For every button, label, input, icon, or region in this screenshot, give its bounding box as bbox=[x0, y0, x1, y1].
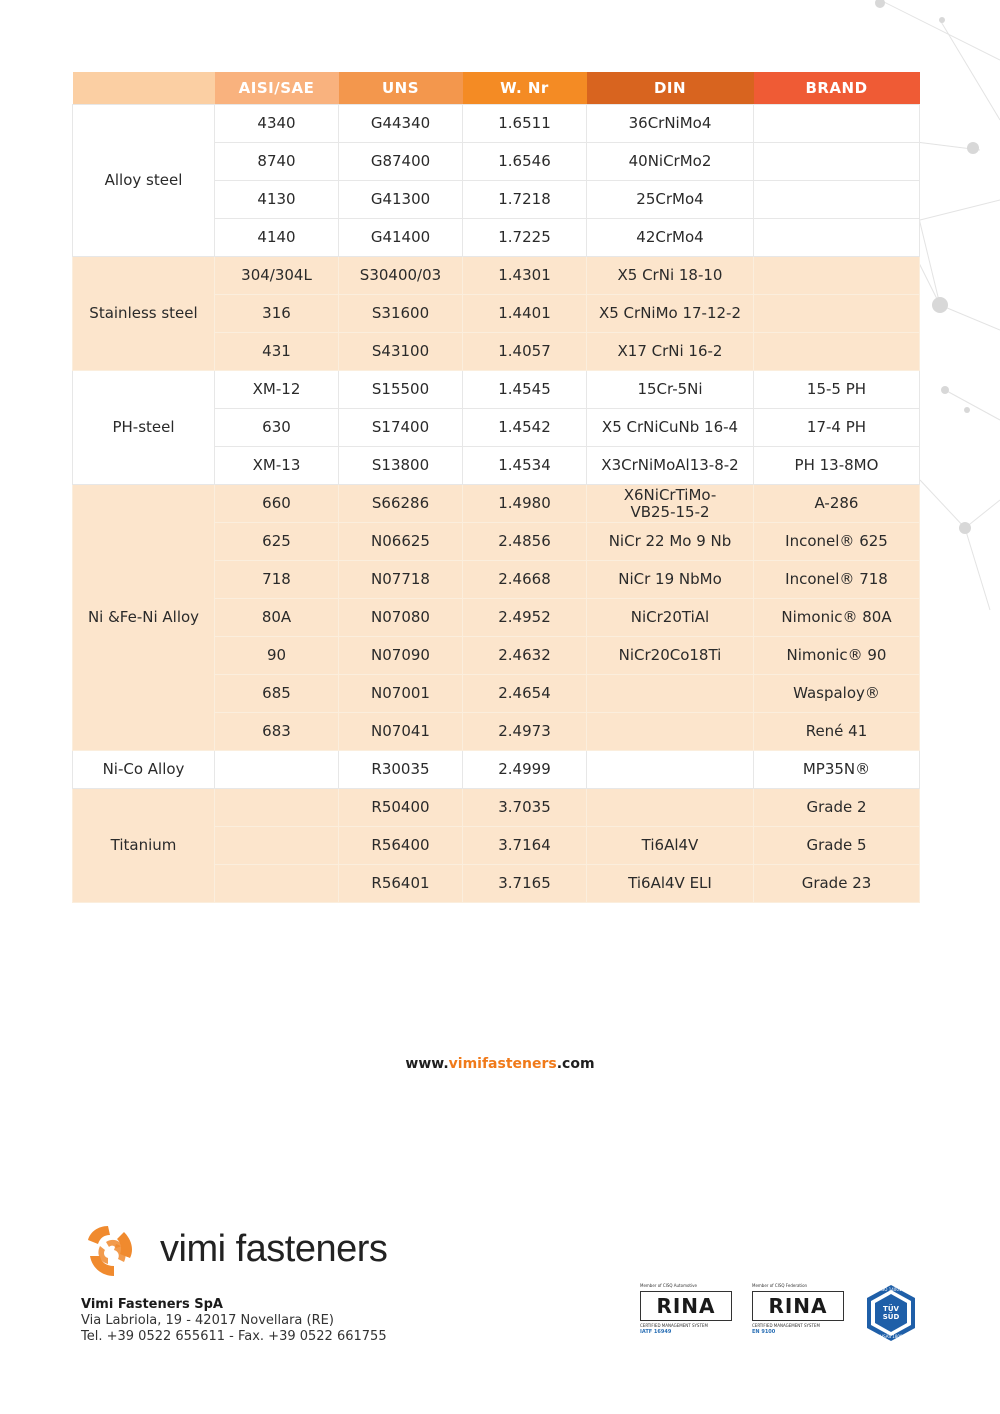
table-row bbox=[73, 751, 920, 789]
cert-top-text: Member of CISQ Automotive bbox=[640, 1283, 697, 1288]
brand-cell: A-286 bbox=[754, 485, 920, 523]
wnr-cell: 3.7164 bbox=[463, 827, 587, 865]
uns-cell: S31600 bbox=[339, 295, 463, 333]
wnr-cell: 3.7035 bbox=[463, 789, 587, 827]
din-cell bbox=[587, 789, 754, 827]
header-wnr: W. Nr bbox=[463, 72, 587, 105]
brand-cell: Nimonic® 80A bbox=[754, 599, 920, 637]
din-cell: NiCr20Co18Ti bbox=[587, 637, 754, 675]
din-cell bbox=[587, 713, 754, 751]
brand-cell: Grade 2 bbox=[754, 789, 920, 827]
uns-cell: G41400 bbox=[339, 219, 463, 257]
aisi-sae-cell bbox=[215, 789, 339, 827]
brand-cell bbox=[754, 181, 920, 219]
din-cell: 36CrNiMo4 bbox=[587, 105, 754, 143]
wnr-cell: 1.4057 bbox=[463, 333, 587, 371]
website-prefix: www. bbox=[405, 1056, 449, 1072]
din-cell: X5 CrNi 18-10 bbox=[587, 257, 754, 295]
wnr-cell: 1.4534 bbox=[463, 447, 587, 485]
aisi-sae-cell: XM-12 bbox=[215, 371, 339, 409]
rina-en9100-badge bbox=[752, 1283, 844, 1343]
aisi-sae-cell: 4340 bbox=[215, 105, 339, 143]
table-body bbox=[73, 105, 920, 903]
wnr-cell: 1.7225 bbox=[463, 219, 587, 257]
cert-mark: RINA bbox=[752, 1291, 844, 1321]
website-suffix: .com bbox=[556, 1056, 595, 1072]
header-category bbox=[73, 72, 215, 105]
cert-standard: EN 9100 bbox=[752, 1329, 776, 1335]
cert-standard: IATF 16949 bbox=[640, 1329, 672, 1335]
uns-cell: S30400/03 bbox=[339, 257, 463, 295]
uns-cell: S66286 bbox=[339, 485, 463, 523]
din-cell: 42CrMo4 bbox=[587, 219, 754, 257]
header-brand: BRAND bbox=[754, 72, 920, 105]
aisi-sae-cell: 90 bbox=[215, 637, 339, 675]
tuv-sud-badge bbox=[862, 1284, 920, 1342]
aisi-sae-cell: 4130 bbox=[215, 181, 339, 219]
din-cell: Ti6Al4V bbox=[587, 827, 754, 865]
uns-cell: R30035 bbox=[339, 751, 463, 789]
company-address: Via Labriola, 19 - 42017 Novellara (RE) bbox=[81, 1313, 334, 1328]
din-cell bbox=[587, 675, 754, 713]
brand-cell: 17-4 PH bbox=[754, 409, 920, 447]
brand-cell bbox=[754, 257, 920, 295]
cert-mark: RINA bbox=[640, 1291, 732, 1321]
tri-swirl-logo-icon bbox=[80, 1222, 140, 1282]
aisi-sae-cell: 625 bbox=[215, 523, 339, 561]
brand-cell: Inconel® 718 bbox=[754, 561, 920, 599]
table-row bbox=[73, 105, 920, 143]
din-cell: X5 CrNiMo 17-12-2 bbox=[587, 295, 754, 333]
brand-cell bbox=[754, 333, 920, 371]
cert-top-text: Member of CISQ Federation bbox=[752, 1283, 808, 1288]
wnr-cell: 1.4545 bbox=[463, 371, 587, 409]
website-domain: vimifasteners bbox=[448, 1056, 557, 1072]
uns-cell: R50400 bbox=[339, 789, 463, 827]
aisi-sae-cell: 304/304L bbox=[215, 257, 339, 295]
uns-cell: G41300 bbox=[339, 181, 463, 219]
header-uns: UNS bbox=[339, 72, 463, 105]
wnr-cell: 1.4301 bbox=[463, 257, 587, 295]
brand-cell: Grade 23 bbox=[754, 865, 920, 903]
table-header-row bbox=[73, 72, 920, 105]
wnr-cell: 1.6546 bbox=[463, 143, 587, 181]
din-cell: X5 CrNiCuNb 16-4 bbox=[587, 409, 754, 447]
wnr-cell: 2.4999 bbox=[463, 751, 587, 789]
wnr-cell: 1.6511 bbox=[463, 105, 587, 143]
aisi-sae-cell: 683 bbox=[215, 713, 339, 751]
din-cell: 15Cr-5Ni bbox=[587, 371, 754, 409]
aisi-sae-cell: 718 bbox=[215, 561, 339, 599]
uns-cell: N07001 bbox=[339, 675, 463, 713]
din-cell bbox=[587, 751, 754, 789]
aisi-sae-cell: 8740 bbox=[215, 143, 339, 181]
company-info bbox=[81, 1297, 387, 1345]
wnr-cell: 2.4668 bbox=[463, 561, 587, 599]
aisi-sae-cell: 4140 bbox=[215, 219, 339, 257]
wnr-cell: 2.4632 bbox=[463, 637, 587, 675]
category-cell: Ni &Fe-Ni Alloy bbox=[73, 485, 215, 751]
uns-cell: N06625 bbox=[339, 523, 463, 561]
tuv-top-text: ISO 14001 bbox=[880, 1287, 902, 1292]
aisi-sae-cell bbox=[215, 827, 339, 865]
brand-cell: 15-5 PH bbox=[754, 371, 920, 409]
cert-bottom-text: CERTIFIED MANAGEMENT SYSTEM bbox=[752, 1323, 820, 1328]
wnr-cell: 1.4401 bbox=[463, 295, 587, 333]
table-row bbox=[73, 371, 920, 409]
din-cell: NiCr 19 NbMo bbox=[587, 561, 754, 599]
rina-iatf-badge bbox=[640, 1283, 732, 1343]
uns-cell: S13800 bbox=[339, 447, 463, 485]
brand-cell: MP35N® bbox=[754, 751, 920, 789]
uns-cell: S15500 bbox=[339, 371, 463, 409]
wnr-cell: 1.4980 bbox=[463, 485, 587, 523]
brand-cell: Inconel® 625 bbox=[754, 523, 920, 561]
wnr-cell: 2.4952 bbox=[463, 599, 587, 637]
company-contacts: Tel. +39 0522 655611 - Fax. +39 0522 661755 bbox=[81, 1329, 387, 1344]
wnr-cell: 2.4856 bbox=[463, 523, 587, 561]
table-row bbox=[73, 789, 920, 827]
uns-cell: S17400 bbox=[339, 409, 463, 447]
din-cell: X17 CrNi 16-2 bbox=[587, 333, 754, 371]
aisi-sae-cell: 630 bbox=[215, 409, 339, 447]
brand-cell bbox=[754, 295, 920, 333]
din-cell: X6NiCrTiMo- VB25-15-2 bbox=[587, 485, 754, 523]
aisi-sae-cell: XM-13 bbox=[215, 447, 339, 485]
brand-cell: Waspaloy® bbox=[754, 675, 920, 713]
category-cell: Ni-Co Alloy bbox=[73, 751, 215, 789]
category-cell: Alloy steel bbox=[73, 105, 215, 257]
uns-cell: R56400 bbox=[339, 827, 463, 865]
din-cell: X3CrNiMoAl13-8-2 bbox=[587, 447, 754, 485]
aisi-sae-cell bbox=[215, 865, 339, 903]
din-cell: Ti6Al4V ELI bbox=[587, 865, 754, 903]
tuv-mark: TÜV SÜD bbox=[882, 1305, 900, 1321]
uns-cell: R56401 bbox=[339, 865, 463, 903]
aisi-sae-cell: 316 bbox=[215, 295, 339, 333]
brand-cell: PH 13-8MO bbox=[754, 447, 920, 485]
aisi-sae-cell: 685 bbox=[215, 675, 339, 713]
company-name: Vimi Fasteners SpA bbox=[81, 1297, 223, 1312]
din-cell: NiCr20TiAl bbox=[587, 599, 754, 637]
wnr-cell: 1.7218 bbox=[463, 181, 587, 219]
din-cell: 40NiCrMo2 bbox=[587, 143, 754, 181]
brand-cell bbox=[754, 105, 920, 143]
header-aisi-sae: AISI/SAE bbox=[215, 72, 339, 105]
aisi-sae-cell bbox=[215, 751, 339, 789]
brand-cell: Grade 5 bbox=[754, 827, 920, 865]
website-link[interactable] bbox=[0, 1056, 1000, 1072]
category-cell: Titanium bbox=[73, 789, 215, 903]
wnr-cell: 2.4654 bbox=[463, 675, 587, 713]
brand-name: vimi fasteners bbox=[160, 1228, 388, 1270]
aisi-sae-cell: 431 bbox=[215, 333, 339, 371]
uns-cell: N07718 bbox=[339, 561, 463, 599]
uns-cell: G44340 bbox=[339, 105, 463, 143]
cert-bottom-text: CERTIFIED MANAGEMENT SYSTEM bbox=[640, 1323, 708, 1328]
wnr-cell: 2.4973 bbox=[463, 713, 587, 751]
uns-cell: N07080 bbox=[339, 599, 463, 637]
materials-table bbox=[72, 72, 920, 903]
din-cell: NiCr 22 Mo 9 Nb bbox=[587, 523, 754, 561]
aisi-sae-cell: 660 bbox=[215, 485, 339, 523]
uns-cell: N07041 bbox=[339, 713, 463, 751]
table-row bbox=[73, 257, 920, 295]
category-cell: Stainless steel bbox=[73, 257, 215, 371]
brand-cell bbox=[754, 143, 920, 181]
header-din: DIN bbox=[587, 72, 754, 105]
uns-cell: S43100 bbox=[339, 333, 463, 371]
aisi-sae-cell: 80A bbox=[215, 599, 339, 637]
wnr-cell: 1.4542 bbox=[463, 409, 587, 447]
table-row bbox=[73, 485, 920, 523]
uns-cell: N07090 bbox=[339, 637, 463, 675]
brand-cell bbox=[754, 219, 920, 257]
brand-cell: Nimonic® 90 bbox=[754, 637, 920, 675]
wnr-cell: 3.7165 bbox=[463, 865, 587, 903]
uns-cell: G87400 bbox=[339, 143, 463, 181]
brand-cell: René 41 bbox=[754, 713, 920, 751]
tuv-bottom-text: OHSAS 18001 bbox=[876, 1334, 906, 1339]
din-cell: 25CrMo4 bbox=[587, 181, 754, 219]
category-cell: PH-steel bbox=[73, 371, 215, 485]
